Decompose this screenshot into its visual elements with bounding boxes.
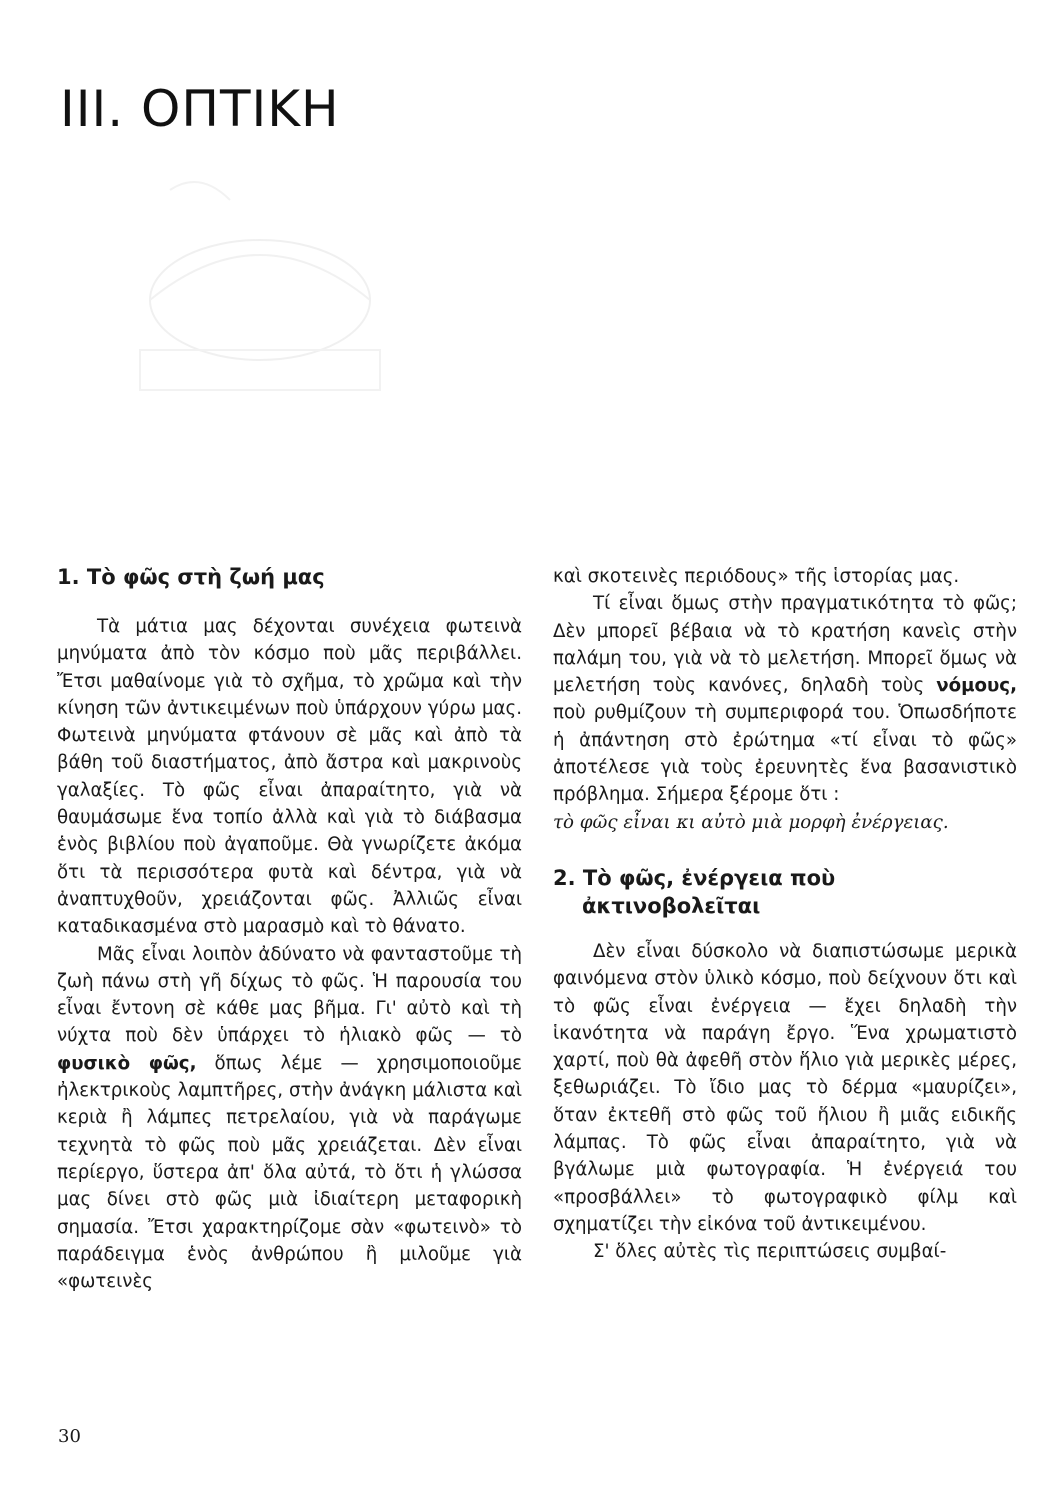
paragraph-2-text-a: Μᾶς εἶναι λοιπὸν ἀδύνατο νὰ φανταστοῦμε τὴ ζωὴ πάνω στὴ γῆ δίχως τὸ φῶς. Ἡ παρουσία του εἶναι ἔντονη σὲ κάθε μας βῆμα. Γι' αὐτὸ καὶ τὴ νύχτα ποὺ δὲν ὑπάρχει τὸ ἡλιακὸ φῶς — τὸ xyxy=(57,943,522,1047)
paragraph-5: Σ' ὅλες αὐτὲς τὶς περιπτώσεις συμβαί- xyxy=(593,1241,947,1263)
paragraph-1: Τὰ μάτια μας δέχονται συνέχεια φωτεινὰ μηνύματα ἀπὸ τὸν κόσμο ποὺ μᾶς περιβάλλει. Ἔτσι μαθαίνομε γιὰ τὸ σχῆμα, τὸ χρῶμα καὶ τὴν κίνηση τῶν ἀντικειμένων ποὺ ὑπάρχουν γύρω μας. Φωτεινὰ μηνύματα φτάνουν σὲ μᾶς καὶ ἀπὸ τὰ βάθη τοῦ διαστήματος, ἀπὸ ἄστρα καὶ μακρινοὺς γαλαξίες. Τὸ φῶς εἶναι ἀπαραίτητο, γιὰ νὰ θαυμάσωμε ἕνα τοπίο ἀλλὰ καὶ γιὰ τὸ διάβασμα ἑνὸς βιβλίου ποὺ ἀγαποῦμε. Θὰ γνωρίζετε ἀκόμα ὅτι τὰ περισσότερα φυτὰ καὶ δέντρα, γιὰ νὰ ἀναπτυχθοῦν, χρειάζονται φῶς. Ἀλλιῶς εἶναι καταδικασμένα στὸ μαρασμὸ καὶ τὸ θάνατο. xyxy=(57,616,522,938)
natural-light-term: φυσικὸ φῶς, xyxy=(57,1052,197,1074)
section-2-heading xyxy=(553,864,1017,920)
section-2-heading-line-1: 2. Τὸ φῶς, ἐνέργεια ποὺ xyxy=(553,865,836,890)
paragraph-3 xyxy=(553,590,1017,808)
left-column xyxy=(57,563,522,1295)
section-2-heading-line-2: ἀκτινοβολεῖται xyxy=(582,893,761,918)
paragraph-2 xyxy=(57,941,522,1296)
definition-quote: τὸ φῶς εἶναι κι αὐτὸ μιὰ μορφὴ ἐνέργειας. xyxy=(553,811,949,833)
paragraph-2-text-b: ὅπως λέμε — χρησιμοποιοῦμε ἠλεκτρικοὺς λαμπτῆρες, στὴν ἀνάγκη μάλιστα καὶ κεριὰ ἢ λάμπες πετρελαίου, γιὰ νὰ παράγωμε τεχνητὰ τὸ φῶς ποὺ μᾶς χρειάζεται. Δὲν εἶναι περίεργο, ὕστερα ἀπ' ὅλα αὐτά, τὸ ὅτι ἡ γλώσσα μας δίνει στὸ φῶς μιὰ ἰδιαίτερη μεταφορικὴ σημασία. Ἔτσι χαρακτηρίζομε σὰν «φωτεινὸ» τὸ παράδειγμα ἑνὸς ἀνθρώπου ἢ μιλοῦμε γιὰ «φωτεινὲς xyxy=(57,1052,522,1293)
page-number: 30 xyxy=(58,1426,81,1447)
section-1-heading: 1. Τὸ φῶς στὴ ζωή μας xyxy=(57,565,325,589)
laws-term: νόμους, xyxy=(936,675,1017,697)
paragraph-continuation: καὶ σκοτεινὲς περιόδους» τῆς ἱστορίας μας. xyxy=(553,566,960,587)
paragraph-4: Δὲν εἶναι δύσκολο νὰ διαπιστώσωμε μερικὰ φαινόμενα στὸν ὑλικὸ κόσμο, ποὺ δείχνουν ὅτι καὶ τὸ φῶς εἶναι ἐνέργεια — ἔχει δηλαδὴ τὴν ἱκανότητα νὰ παράγη ἔργο. Ἕνα χρωματιστὸ χαρτί, ποὺ θὰ ἀφεθῆ στὸν ἥλιο γιὰ μερικὲς μέρες, ξεθωριάζει. Τὸ ἴδιο μας τὸ δέρμα «μαυρίζει», ὅταν ἐκτεθῆ στὸ φῶς τοῦ ἥλιου ἢ μιᾶς ειδικῆς λάμπας. Τὸ φῶς εἶναι ἀπαραίτητο, γιὰ νὰ βγάλωμε μιὰ φωτογραφία. Ἡ ἐνέργειά του «προσβάλλει» τὸ φωτογραφικὸ φίλμ καὶ σχηματίζει τὴν εἰκόνα τοῦ ἀντικειμένου. xyxy=(553,940,1017,1235)
paragraph-3-text-b: ποὺ ρυθμίζουν τὴ συμπεριφορά του. Ὁπωσδήποτε ἡ ἀπάντηση στὸ ἐρώτημα «τί εἶναι τὸ φῶς» ἀποτέλεσε γιὰ τοὺς ἐρευνητὲς ἕνα βασανιστικὸ πρόβλημα. Σήμερα ξέρομε ὅτι : xyxy=(553,702,1017,806)
chapter-title: III. ΟΠΤΙΚΗ xyxy=(60,80,340,138)
right-column xyxy=(553,563,1017,1266)
show-through-illustration xyxy=(110,150,410,420)
paragraph-3-text-a: Τί εἶναι ὅμως στὴν πραγματικότητα τὸ φῶς; Δὲν μπορεῖ βέβαια νὰ τὸ κρατήση κανεὶς στὴν παλάμη του, γιὰ νὰ τὸ μελετήση. Μπορεῖ ὅμως νὰ μελετήση τοὺς κανόνες, δηλαδὴ τοὺς xyxy=(553,593,1017,697)
